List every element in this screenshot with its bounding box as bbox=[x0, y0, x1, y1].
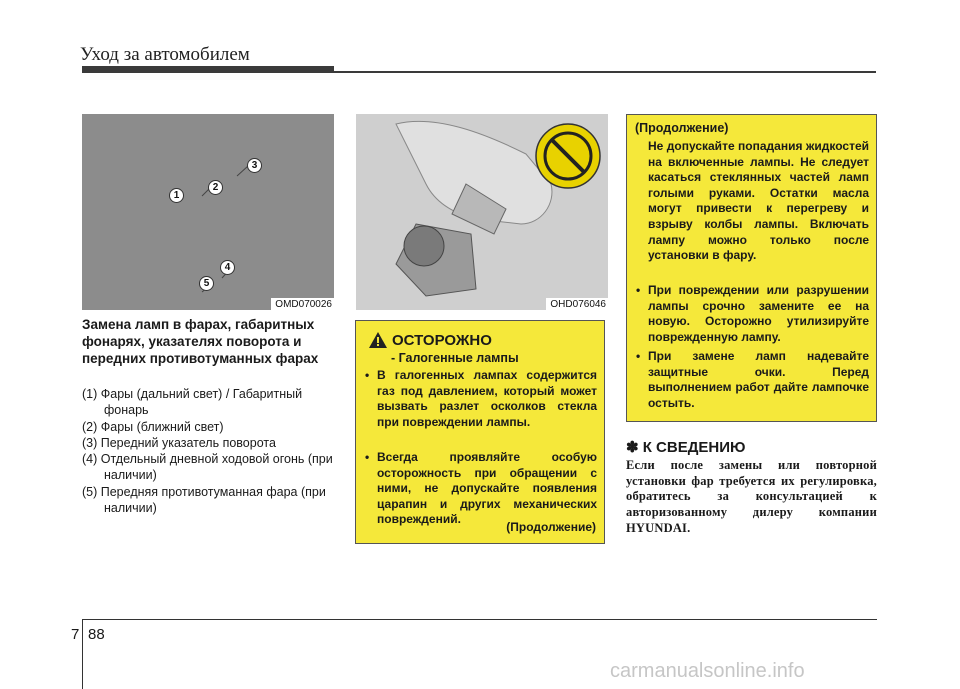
halogen-bulb-photo bbox=[356, 114, 608, 310]
callout-3: 3 bbox=[247, 158, 262, 173]
chapter-number: 7 bbox=[71, 626, 80, 643]
bulb-flange bbox=[404, 226, 444, 266]
warning-bullet-text: Всегда проявляйте особую осторожность при обращении с ними, не допускайте появления царапин и других механических повреждений. bbox=[377, 450, 597, 527]
callout-2: 2 bbox=[208, 180, 223, 195]
warning-continued-box bbox=[626, 114, 877, 422]
warning-triangle-icon bbox=[368, 331, 388, 349]
watermark: carmanualsonline.info bbox=[610, 660, 805, 682]
lamp-list-item: (4) Отдельный дневной ходовой огонь (при наличии) bbox=[82, 452, 333, 483]
info-heading: ✽ К СВЕДЕНИЮ bbox=[626, 439, 746, 456]
warning-bullet-text: В галогенных лампах содержится газ под давлением, который может вызвать разлет осколков стекла при повреждении лампы. bbox=[377, 368, 597, 429]
footer-rule bbox=[82, 619, 877, 620]
header-rule-line bbox=[334, 71, 876, 73]
footer-divider bbox=[82, 619, 83, 689]
warning-box bbox=[355, 320, 605, 544]
callout-1: 1 bbox=[169, 188, 184, 203]
continued-label: (Продолжение) bbox=[635, 121, 729, 135]
bullet-dot-icon: • bbox=[365, 450, 370, 464]
warning-subtitle: - Галогенные лампы bbox=[391, 351, 519, 365]
continued-bullet bbox=[636, 283, 869, 345]
continued-paragraph: Не допускайте попадания жидкостей на включенные лампы. Не следует касаться стеклянных частей ламп голыми руками. Остатки масла могут привести к перегреву и взрыву колбы лампы. Включать лампу можно только после установки в фару. bbox=[648, 139, 869, 263]
lamp-list-item: (3) Передний указатель поворота bbox=[82, 435, 276, 450]
warning-bullet bbox=[365, 450, 597, 528]
replacement-heading: Замена ламп в фарах, габаритных фонарях, указателях поворота и передних противотуманных фарах bbox=[82, 317, 319, 366]
car-front-photo bbox=[82, 114, 334, 310]
bullet-dot-icon: • bbox=[365, 368, 370, 382]
photo-code: OMD070026 bbox=[271, 298, 334, 310]
warning-title: ОСТОРОЖНО bbox=[392, 332, 492, 349]
continued-bullet bbox=[636, 349, 869, 411]
info-text: Если после замены или повторной установки фар требуется их регулировка, обратитесь за консультацией к авторизованному дилеру компании HYUNDAI. bbox=[626, 458, 877, 535]
page-number: 88 bbox=[88, 626, 105, 643]
hand-holding-bulb-illustration bbox=[356, 114, 608, 310]
callout-4: 4 bbox=[220, 260, 235, 275]
lamp-list-item: (2) Фары (ближний свет) bbox=[82, 419, 224, 434]
warning-continued: (Продолжение) bbox=[506, 520, 596, 534]
callout-5: 5 bbox=[199, 276, 214, 291]
photo-code: OHD076046 bbox=[546, 298, 608, 310]
warning-bullet bbox=[365, 368, 597, 430]
section-title: Уход за автомобилем bbox=[80, 44, 250, 65]
bullet-dot-icon: • bbox=[636, 349, 641, 363]
continued-bullet-text: При повреждении или разрушении лампы срочно замените ее на новую. Осторожно утилизируйте поврежденную лампу. bbox=[648, 283, 869, 344]
bullet-dot-icon: • bbox=[636, 283, 641, 297]
header-rule-bar bbox=[82, 66, 334, 73]
lamp-list-item: (1) Фары (дальний свет) / Габаритный фонарь bbox=[82, 387, 303, 418]
lamp-list-item: (5) Передняя противотуманная фара (при наличии) bbox=[82, 484, 326, 516]
continued-bullet-text: При замене ламп надевайте защитные очки. Перед выполнением работ дайте лампочке остыть. bbox=[648, 349, 869, 410]
lamp-list bbox=[82, 386, 334, 516]
